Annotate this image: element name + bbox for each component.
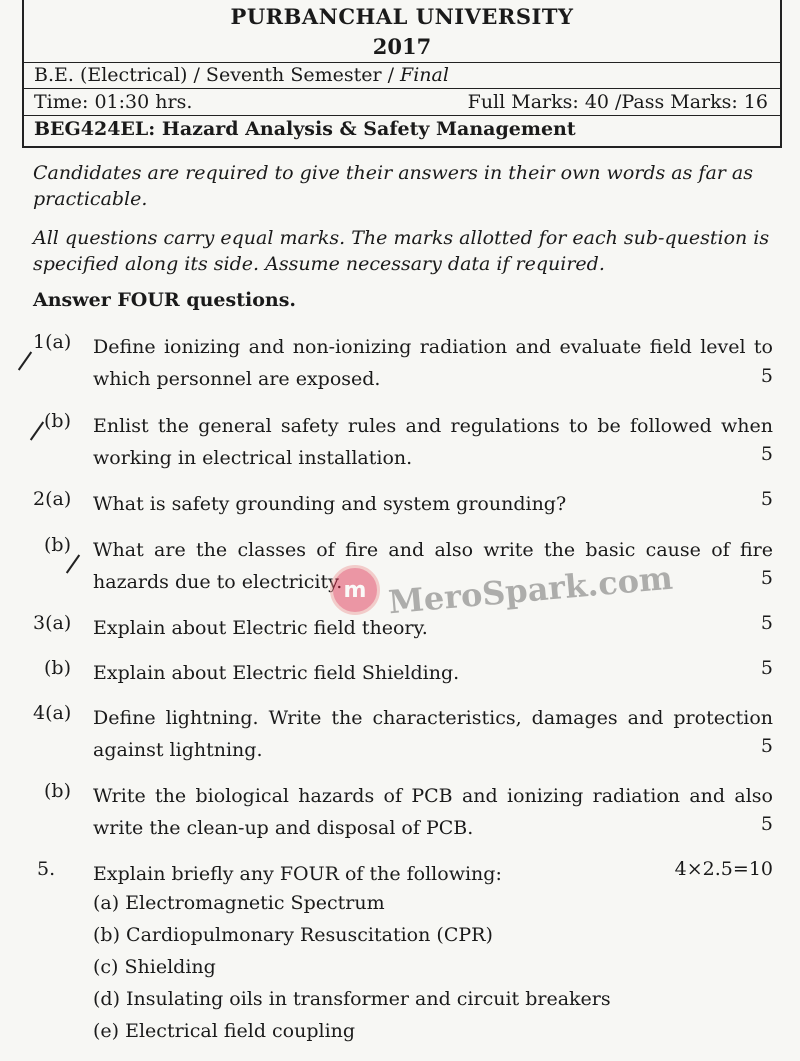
instruction-1: Candidates are required to give their answers in their own words as far as practicable. (33, 162, 753, 210)
program-final: Final (400, 64, 449, 86)
question-number: 3(a) (33, 612, 72, 634)
question-marks: 5 (760, 488, 773, 510)
question-number: (b) (44, 410, 71, 432)
question-marks: 5 (760, 735, 773, 757)
course-title: BEG424EL: Hazard Analysis & Safety Management (34, 118, 576, 140)
pen-mark (30, 421, 44, 440)
question-marks: 5 (760, 612, 773, 634)
program-text: B.E. (Electrical) / Seventh Semester / (34, 64, 401, 86)
question-text: Explain about Electric field theory. (93, 617, 428, 639)
exam-year: 2017 (372, 34, 432, 59)
question-marks: 5 (760, 365, 773, 387)
marks-line: Full Marks: 40 /Pass Marks: 16 (467, 91, 768, 113)
question-text: Explain about Electric field Shielding. (93, 662, 460, 684)
pen-mark (66, 554, 80, 573)
divider (24, 88, 780, 89)
question-text: Write the biological hazards of PCB and ionizing radiation and also write the clean-up and disposal of PCB. (93, 785, 773, 839)
question-number: (b) (44, 534, 71, 556)
watermark-text: MeroSpark.com (386, 558, 675, 622)
program-line (34, 64, 449, 86)
question-text: Define lightning. Write the characteristics, damages and protection against lightning. (93, 707, 773, 761)
question-number: 4(a) (33, 702, 72, 724)
question-marks: 5 (760, 813, 773, 835)
question-text: Enlist the general safety rules and regulations to be followed when working in electrical installation. (93, 415, 773, 469)
subpart-item: (c) Shielding (93, 956, 216, 978)
question-text: Explain briefly any FOUR of the following: (93, 863, 502, 885)
question-number: 1(a) (33, 331, 72, 353)
divider (24, 62, 780, 63)
question-text: What are the classes of fire and also write the basic cause of fire hazards due to electricity. (93, 539, 773, 593)
question-number: 5. (37, 858, 56, 880)
question-number: 2(a) (33, 488, 72, 510)
subpart-item: (e) Electrical field coupling (93, 1020, 356, 1042)
university-name: PURBANCHAL UNIVERSITY (230, 4, 574, 29)
subpart-item: (d) Insulating oils in transformer and circuit breakers (93, 988, 611, 1010)
question-marks: 5 (760, 657, 773, 679)
pen-mark (18, 351, 32, 370)
instruction-2: All questions carry equal marks. The marks allotted for each sub-question is specified along its side. Assume necessary data if required. (33, 227, 770, 275)
question-marks: 5 (760, 443, 773, 465)
time-line: Time: 01:30 hrs. (34, 91, 193, 113)
subpart-item: (a) Electromagnetic Spectrum (93, 892, 385, 914)
question-number: (b) (44, 657, 71, 679)
subpart-item: (b) Cardiopulmonary Resuscitation (CPR) (93, 924, 493, 946)
question-marks: 4×2.5=10 (674, 858, 773, 880)
question-text: Define ionizing and non-ionizing radiation and evaluate field level to which personnel are exposed. (93, 336, 773, 390)
answer-instruction: Answer FOUR questions. (33, 289, 297, 311)
question-number: (b) (44, 780, 71, 802)
question-text: What is safety grounding and system grounding? (93, 493, 567, 515)
question-marks: 5 (760, 567, 773, 589)
exam-header (22, 0, 782, 148)
watermark (330, 560, 690, 620)
divider (24, 115, 780, 116)
watermark-logo-icon: m (330, 565, 380, 615)
